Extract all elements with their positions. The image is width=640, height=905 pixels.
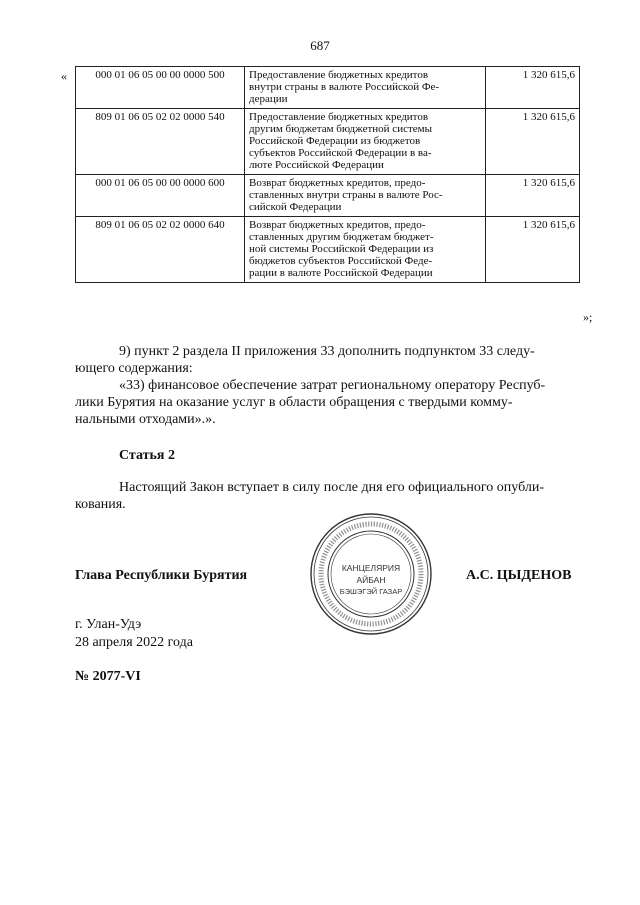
table-row [76,109,580,175]
closing-quote: »; [583,310,593,324]
description-line: люте Российской Федерации [249,159,384,171]
paragraph-line: «33) финансовое обеспечение затрат региональному оператору Респуб- [119,378,546,393]
seal-text-line: АЙБАН [356,575,386,585]
article-heading: Статья 2 [119,448,175,463]
budget-code: 000 01 06 05 00 00 0000 600 [76,175,245,217]
item-9-paragraph [75,343,580,428]
description-line: дерации [249,93,288,105]
opening-quote: « [61,69,67,83]
article-2-paragraph [75,479,580,513]
law-number: № 2077-VI [75,669,141,684]
budget-amount: 1 320 615,6 [486,217,580,283]
description-line: ной системы Российской Федерации из [249,243,434,255]
paragraph-line: Настоящий Закон вступает в силу после дня его официального опубли- [119,480,545,495]
description-line: другим бюджетам бюджетной системы [249,123,432,135]
description-line: Предоставление бюджетных кредитов [249,111,429,123]
budget-code: 809 01 06 05 02 02 0000 540 [76,109,245,175]
budget-table [75,66,580,283]
budget-amount: 1 320 615,6 [486,109,580,175]
table-row [76,217,580,283]
budget-code: 000 01 06 05 00 00 0000 500 [76,67,245,109]
signatory-name: А.С. ЦЫДЕНОВ [466,568,572,583]
table-row [76,175,580,217]
signing-date: 28 апреля 2022 года [75,635,193,650]
description-line: Возврат бюджетных кредитов, предо- [249,177,426,189]
budget-description [245,175,486,217]
description-line: рации в валюте Российской Федерации [249,267,433,279]
description-line: Предоставление бюджетных кредитов [249,69,429,81]
paragraph-line: ющего содержания: [75,361,193,376]
signing-city: г. Улан-Удэ [75,617,142,632]
seal-text-line: КАНЦЕЛЯРИЯ [341,563,401,573]
description-line: ставленных другим бюджетам бюджет- [249,231,434,243]
paragraph-line: 9) пункт 2 раздела II приложения 33 дополнить подпунктом 33 следу- [119,344,535,359]
table-row [76,67,580,109]
budget-code: 809 01 06 05 02 02 0000 640 [76,217,245,283]
budget-amount: 1 320 615,6 [486,67,580,109]
signatory-title: Глава Республики Бурятия [75,568,248,583]
description-line: субъектов Российской Федерации в ва- [249,147,432,159]
description-line: бюджетов субъектов Российской Феде- [249,255,433,267]
budget-description [245,109,486,175]
official-seal [309,512,433,636]
description-line: внутри страны в валюте Российской Фе- [249,81,440,93]
paragraph-line: кования. [75,497,126,512]
description-line: ставленных внутри страны в валюте Рос- [249,189,443,201]
paragraph-line: лики Бурятия на оказание услуг в области обращения с твердыми комму- [75,395,513,410]
description-line: Возврат бюджетных кредитов, предо- [249,219,426,231]
budget-amount: 1 320 615,6 [486,175,580,217]
budget-description [245,217,486,283]
paragraph-line: нальными отходами».». [75,412,216,427]
budget-description [245,67,486,109]
seal-text-line: БЭШЭГЭЙ ГАЗАР [339,587,403,596]
description-line: сийской Федерации [249,201,342,213]
description-line: Российской Федерации из бюджетов [249,135,421,147]
page-number: 687 [310,38,330,53]
